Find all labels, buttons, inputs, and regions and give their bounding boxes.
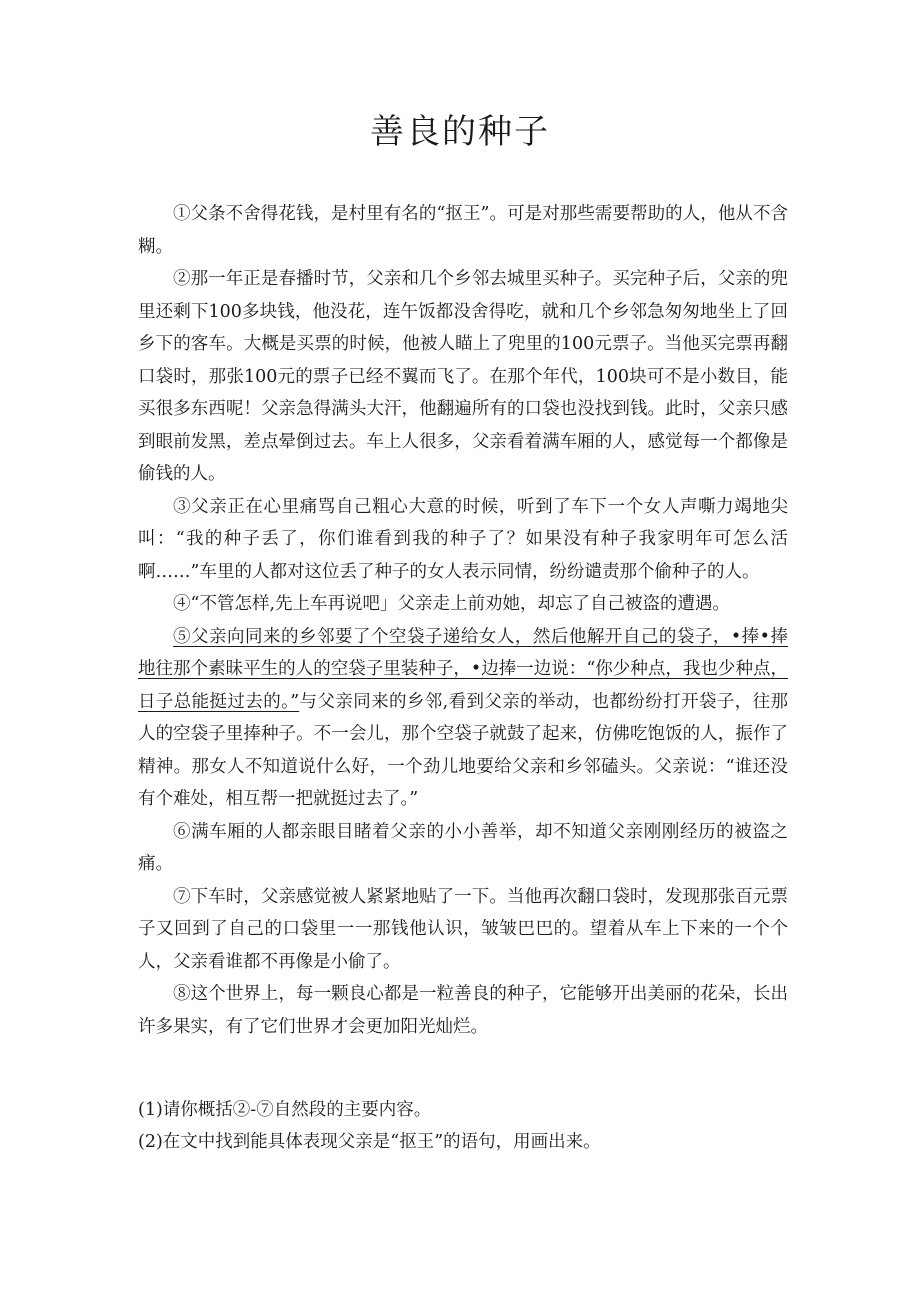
paragraph-7: ⑦下车时，父亲感觉被人紧紧地贴了一下。当他再次翻口袋时，发现那张百元票子又回到了自己的口袋里一一那钱他认识，皱皱巴巴的。望着从车上下来的一个个人，父亲看谁都不再像是小偷了。	[138, 886, 788, 972]
underlined-sentence: ⑤父亲向同来的乡邻要了个空袋子递给女人，然后他解开自己的袋子，•捧•捧地往那个素昧平生的人的空袋子里装种子，•边捧一边说：“你少种点，我也少种点，日子总能挺过去的。”	[138, 626, 788, 712]
paragraph-3: ③父亲正在心里痛骂自己粗心大意的时候，听到了车下一个女人声嘶力竭地尖叫：“我的种子丢了，你们谁看到我的种子了？如果没有种子我家明年可怎么活啊……”车里的人都对这位丢了种子的女人表示同情，纷纷谴责那个偷种子的人。	[138, 496, 788, 582]
paragraph-2: ②那一年正是春播时节，父亲和几个乡邻去城里买种子。买完种子后，父亲的兜里还剩下100多块钱，他没花，连午饭都没舍得吃，就和几个乡邻急匆匆地坐上了回乡下的客车。大概是买票的时候，他被人瞄上了兜里的100元票子。当他买完票再翻口袋时，那张100元的票子已经不翼而飞了。在那个年代，100块可不是小数目，能买很多东西呢！父亲急得满头大汗，他翻遍所有的口袋也没找到钱。此时，父亲只感到眼前发黑，差点晕倒过去。车上人很多，父亲看着满车厢的人，感觉每一个都像是偷钱的人。	[138, 269, 788, 484]
article-body	[138, 198, 788, 1043]
page-title: 善良的种子	[370, 112, 550, 152]
paragraph-4: ④“不管怎样,先上车再说吧」父亲走上前劝她，却忘了自己被盗的遭遇。	[173, 594, 731, 614]
paragraph-8: ⑧这个世界上，每一颗良心都是一粒善良的种子，它能够开出美丽的花朵，长出许多果实，有了它们世界才会更加阳光灿烂。	[138, 984, 788, 1037]
paragraph-5-rest: 与父亲同来的乡邻,看到父亲的举动，也都纷纷打开袋子，往那人的空袋子里捧种子。不一会儿，那个空袋子就鼓了起来，仿佛吃饱饭的人，振作了精神。那女人不知道说什么好，一个劲儿地要给父亲和乡邻磕头。父亲说：“谁还没有个难处，相互帮一把就挺过去了。”	[138, 691, 789, 809]
paragraph-1: ①父条不舍得花钱，是村里有名的“抠王”。可是对那些需要帮助的人，他从不含糊。	[138, 204, 788, 257]
questions-section	[138, 1094, 798, 1158]
paragraph-5	[138, 621, 788, 816]
question-1: (1)请你概括②-⑦自然段的主要内容。	[138, 1100, 432, 1120]
paragraph-6: ⑥满车厢的人都亲眼目睹着父亲的小小善举，却不知道父亲刚刚经历的被盗之痛。	[138, 821, 788, 874]
question-2: (2)在文中找到能具体表现父亲是“抠王”的语句，用画出来。	[138, 1132, 601, 1152]
